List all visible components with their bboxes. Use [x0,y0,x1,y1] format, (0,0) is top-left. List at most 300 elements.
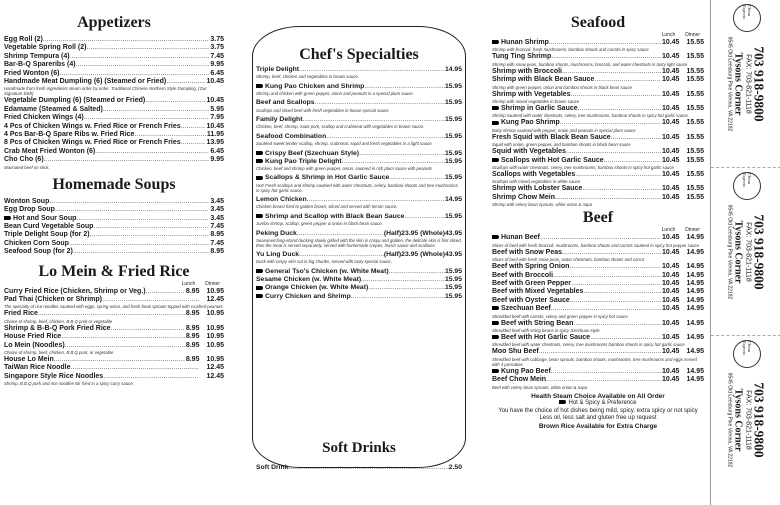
lunch-price: 10.45 [661,367,680,375]
lunch-price: 10.45 [661,333,680,341]
menu-item-name: Crab Meat Fried Wonton (6) [4,147,96,155]
menu-item-name: Tung Ting Shrimp [492,53,552,61]
hot-pepper-icon [256,286,263,290]
menu-item-name: Seafood Combination [256,132,327,140]
dot-leader [555,194,661,202]
menu-item-name: Shrimp in Garlic Sauce [492,105,578,113]
dot-leader [562,68,661,76]
dinner-price: 15.55 [686,67,704,75]
menu-item-description: Baby shrimp sauteed with pepper, onion and peanuts in special plum sauce [492,127,636,133]
menu-item [4,240,224,248]
menu-item-description: Shredded beef with carrots, celery and green pepper in spicy hot sauce. [492,313,629,319]
lunch-price: 10.45 [661,53,680,61]
menu-item-price: 3.45 [210,214,224,222]
dot-leader [288,464,448,472]
menu-item [256,66,462,74]
dot-leader [361,276,445,284]
menu-item [492,119,704,127]
dot-leader [86,44,209,52]
menu-item-price: 3.75 [210,44,224,52]
menu-item-name: House Fried Rice [4,333,62,341]
dinner-price: 15.55 [686,90,704,98]
menu-item-name: Triple Delight [256,66,300,73]
dot-leader [93,223,209,231]
dot-leader [103,106,210,114]
menu-item [256,116,462,124]
left-column [0,0,232,387]
menu-item-description: Scallops with water chestnuts, celery, tree mushrooms, bamboo shoots in spicy hot garlic sauce [492,165,674,171]
dot-leader [76,215,209,223]
menu-item [256,150,462,158]
menu-item-name: Beef with Mixed Vegetables [492,288,584,296]
hot-pepper-icon [256,159,263,163]
menu-item-description: Chicken breast fried to golden brown, sliced and served with lemon sauce. [256,204,398,210]
dot-leader [389,174,445,182]
menu-item [256,133,462,141]
menu-item-name: Sesame Chicken (w. White Meat) [256,276,362,284]
menu-item [4,206,224,214]
dot-leader [181,123,206,131]
dot-leader [326,133,445,141]
menu-item [4,106,224,114]
dot-leader [570,297,661,305]
lunch-header: Lunch [661,227,676,234]
dinner-price: 10.95 [206,355,224,363]
hot-pepper-icon [559,400,566,404]
menu-item-name: Beef with Green Pepper [492,279,571,287]
dot-leader [181,139,206,147]
menu-item-name: Edamame (Steamed & Salted) [4,105,103,113]
dot-leader [69,240,209,248]
menu-item-description: Shredded beef with cabbage, bean sprouts, bamboo shoots, mushrooms, tree mushrooms and eggs served with 4 pancakes [492,356,697,367]
menu-item-price: 15.95 [444,157,462,165]
menu-item [4,156,224,164]
menu-item [4,131,224,139]
note-health: Health Steam Choice Available on All Order [531,392,665,400]
dinner-header: Dinner [685,227,700,234]
menu-item [4,198,224,206]
menu-item-name: Scallops with Vegetables [492,171,576,179]
menu-item-name: Shrimp with Black Bean Sauce [492,76,595,84]
menu-item [4,97,224,105]
menu-item [4,78,224,86]
business-card [711,0,780,168]
menu-item-description: Shrimp with celery bean sprouts, white onion & napa [492,202,593,208]
lomein-list [4,288,224,387]
dot-leader [551,368,661,376]
menu-item-name: Orange Chicken (w. White Meat) [256,284,368,292]
menu-item-name: Shrimp and Scallop with Black Bean Sauce [256,213,404,221]
card-phone: 703 918-9800 [751,214,767,290]
menu-item [256,276,462,284]
menu-item-price: 15.95 [444,276,462,284]
menu-item-name: Szechuan Beef [492,305,551,313]
menu-item [256,158,462,166]
menu-item-name: 4 Pcs of Chicken Wings w. Fried Rice or French Fries [4,122,181,130]
menu-item-name: Squid with Vegetables [492,148,566,156]
menu-item-description: Shrimp sauteed with water chestnuts, celery, tree mushrooms, bamboo shoots in spicy hot garlic sauce [492,113,688,119]
menu-item-price: 15.95 [444,284,462,292]
menu-item-name: Family Delight [256,116,303,124]
menu-item-name: Vegetable Spring Roll (2) [4,44,87,52]
card-fax: FAX: 703-821-1118 [744,222,752,282]
menu-item-description: Handmade from fresh ingredients steam order by order. Traditional Chinese Northern Style Dumpling, (Our Signature Dish) [4,86,207,97]
lunch-price: 8.95 [185,287,200,295]
card-name: Tysons Corner [732,388,744,452]
hot-pepper-icon [492,306,499,310]
menu-item [4,325,224,333]
dinner-price: 14.95 [686,263,704,271]
business-card [711,168,780,336]
hot-pepper-icon [492,158,499,162]
menu-item [4,61,224,69]
menu-item-price: 15.95 [444,174,462,182]
lunch-price: 10.45 [661,76,680,84]
menu-item-name: Peking Duck [256,229,297,237]
dinner-price: 10.95 [206,341,224,349]
dinner-price: 12.45 [206,364,224,372]
dot-leader [560,119,661,127]
menu-item [4,215,224,223]
menu-item-description: Duck with crispy skin cut in big chunks, served with tasty special sauce. [256,259,392,265]
dot-leader [315,99,445,107]
dot-leader [166,78,205,86]
card-fax: FAX: 703-821-1118 [744,54,752,114]
menu-item [4,231,224,239]
lunch-price: 10.45 [661,90,680,98]
menu-item-description: Chicken, beef, shrimp, roast pork, scallop and crabmeat with vegetables in brown sauce. [256,124,425,130]
soft-drinks-list [256,464,462,472]
menu-item-name: 4 Pcs Bar-B-Q Spare Ribs w. Fried Rice [4,131,135,139]
seafood-col-headers [492,32,704,38]
menu-item-price: 8.95 [210,231,224,239]
menu-item-name: Beef with Oyster Sauce [492,296,570,304]
restaurant-logo-icon: China Express [733,4,761,32]
menu-item [256,99,462,107]
lunch-price: 10.45 [661,156,680,164]
menu-item-name: Hunan Beef [492,234,540,242]
dot-leader [583,288,661,296]
dot-leader [43,36,209,44]
lunch-price: 8.95 [185,341,200,349]
menu-item [256,284,462,292]
dot-leader [299,251,384,259]
dinner-price: 12.45 [206,295,224,303]
dot-leader [404,213,445,221]
dot-leader [566,148,661,156]
menu-item-price: 7.45 [210,52,224,60]
menu-item [492,185,704,193]
menu-item-description: Shrimp, B.B.Q pork and rice noodles stir fried in a spicy curry sauce. [4,381,134,387]
menu-item-name: Kung Pao Triple Delight [256,158,342,166]
restaurant-logo-icon: China Express [733,172,761,200]
dot-leader [54,356,185,364]
dot-leader [551,53,661,61]
dot-leader [44,156,210,164]
lunch-price: 10.45 [661,171,680,179]
menu-item-price: 15.95 [444,292,462,300]
menu-item-name: Wonton Soup [4,197,50,205]
menu-item [4,139,224,147]
menu-item-name: Chicken Corn Soup [4,239,69,247]
menu-item-name: Cho Cho (6) [4,156,44,164]
menu-item-price: 15.95 [444,212,462,220]
lunch-price: 10.45 [661,348,680,356]
menu-item-description: Scallops with mixed vegetables in white sauce [492,179,581,185]
menu-item-name: Kung Pao Beef [492,368,551,376]
restaurant-logo-icon: China Express [733,340,761,368]
menu-item-description: Shrimp with snow peas, bamboo shoots, mushrooms, broccoli, and water chestnuts in tasty light sauce [492,61,688,67]
dot-leader [38,310,185,318]
dinner-price: 15.55 [686,119,704,127]
dot-leader [549,39,661,47]
card-address: 8545 Old Leesburg Pike Vienna, VA 22182 [726,372,733,468]
menu-item-name: Egg Roll (2) [4,36,43,43]
dinner-price: 14.95 [686,348,704,356]
card-address: 8545 Old Leesburg Pike Vienna, VA 22182 [726,204,733,300]
dot-leader [364,83,445,91]
note-choice: You have the choice of hot dishes being mild, spicy, extra spicy or not spicy [498,407,698,414]
lunch-price: 10.45 [661,288,680,296]
menu-item [492,280,704,288]
menu-item-description: Choice of shrimp, beef, chicken, B.B.Q pork, or vegetable [4,349,114,355]
menu-item-name: Beef with Broccoli [492,271,554,279]
lunch-price: 10.45 [661,39,680,46]
dot-leader [90,231,210,239]
dinner-price: 15.55 [686,76,704,84]
dot-leader [539,348,661,356]
lunch-price: 10.45 [661,263,680,271]
menu-item-price: 7.45 [210,222,224,230]
menu-item [256,196,462,204]
menu-item-name: House Lo Mein [4,355,54,363]
menu-item-name: Kung Pao Shrimp [492,119,560,127]
lunch-price: 10.45 [661,148,680,156]
menu-item-description: Shrimp with mixed vegetables in brown sauce [492,99,580,105]
hot-pepper-icon [4,216,11,220]
lomein-title: Lo Mein & Fried Rice [38,262,190,280]
menu-item-description: Sauteed sweet tender scallop, shrimp, crabmeat, squid and fresh vegetables in a light sauce. [256,141,433,147]
menu-item [492,263,704,271]
lunch-price: 10.45 [661,271,680,279]
lunch-price: 10.45 [661,105,680,113]
dot-leader [611,134,661,142]
dinner-price: 14.95 [686,296,704,304]
hot-pepper-icon [256,84,263,88]
menu-item-name: Curry Fried Rice (Chicken, Shrimp or Veg.) [4,287,146,295]
hot-pepper-icon [492,121,499,125]
menu-item [492,39,704,47]
hot-pepper-icon [492,369,499,373]
menu-item [492,376,704,384]
dinner-price: 15.55 [686,133,704,141]
dinner-price: 15.55 [686,193,704,201]
dot-leader [594,76,661,84]
menu-item [492,76,704,84]
dot-leader [351,293,445,301]
dot-leader [573,320,661,328]
beef-title: Beef [582,209,614,227]
menu-item [492,105,704,113]
menu-item-description: The specialty of rice noodles sauteed with eggs, spring onion, and fresh bean sprouts topped with crushed peanuts. [4,304,224,310]
menu-item-name: Shrimp Chow Mein [492,193,555,201]
menu-item [492,234,704,242]
menu-item-price: 3.45 [210,206,224,214]
menu-item-name: Beef and Scallops [256,99,315,107]
menu-item [492,320,704,328]
hot-pepper-icon [492,321,499,325]
menu-item [4,123,224,131]
menu-item-name: Handmade Meat Dumpling (6) (Steamed or Fried) [4,78,167,86]
menu-item-description: Squid with onion, green pepper, and bamboo shoots in black bean sauce [492,142,631,148]
lunch-price: 10.45 [661,133,680,141]
menu-item-description: Beef with celery bean sprouts, white onion & napa [492,384,588,390]
dot-leader [70,53,210,61]
dot-leader [571,91,661,99]
menu-item [4,288,224,296]
menu-item-name: Shrimp Tempura (4) [4,52,70,60]
menu-item-description: Shrimp, beef, chicken and vegetables in brown sauce. [256,74,359,80]
menu-item-price: 11.95 [206,131,224,139]
menu-item-name: Shrimp with Lobster Sauce [492,185,583,193]
menu-item-name: Lemon Chicken [256,196,307,204]
soups-title: Homemade Soups [52,175,176,193]
dot-leader [590,334,661,342]
dot-leader [145,97,205,105]
menu-item-name: Curry Chicken and Shrimp [256,293,351,301]
dinner-price: 14.95 [686,288,704,296]
hot-pepper-icon [256,176,263,180]
menu-item-price: 9.95 [210,61,224,69]
dot-leader [84,114,210,122]
menu-item [492,53,704,61]
dot-leader [297,230,384,238]
dinner-price: 10.95 [206,333,224,341]
menu-item [492,305,704,313]
menu-item [492,68,704,76]
menu-item-name: Soft Drink [256,464,289,471]
menu-item [492,272,704,280]
lunch-price: 10.45 [661,185,680,193]
seafood-list [492,39,704,207]
dot-leader [61,333,185,341]
menu-item [492,171,704,179]
menu-item-name: Hunan Shrimp [492,39,549,47]
dot-leader [59,70,209,78]
hot-pepper-icon [256,151,263,155]
menu-item-name: Bar-B-Q Spareribs (4) [4,61,76,69]
dinner-price: 15.55 [686,171,704,179]
dot-leader [134,131,205,139]
menu-item [492,148,704,156]
menu-item [492,134,704,142]
chef-specialties-list [256,66,462,301]
dot-leader [553,272,661,280]
dot-leader [103,373,199,381]
beef-col-headers [492,227,704,233]
soups-list [4,198,224,257]
dinner-header: Dinner [685,32,700,38]
dot-leader [569,263,661,271]
menu-item-name: Shrimp with Broccoli [492,67,563,75]
dot-leader [55,206,209,214]
menu-item-name: Yu Ling Duck [256,251,300,259]
dot-leader [582,185,661,193]
card-address: 8545 Old Leesburg Pike Vienna, VA 22182 [726,36,733,132]
menu-item [4,296,224,304]
dot-leader [540,234,661,242]
business-card [711,336,780,504]
menu-item [256,268,462,276]
menu-item-price: 13.95 [206,139,224,147]
menu-item [492,297,704,305]
card-phone: 703 918-9800 [751,46,767,122]
menu-item [256,230,462,238]
menu-item-description: Shredded beef with water chestnuts, celery, tree mushrooms bamboo shoots in spicy hot garlic sauce [492,342,685,348]
business-cards [710,0,780,505]
dot-leader [307,196,445,204]
menu-item-name: Kung Pao Chicken and Shrimp [256,83,364,91]
menu-item-description: Hot! Fresh scallops and shrimp sauteed with water chestnuts, celery, bamboo shoots and tree mushrooms in spicy hot garlic sauce. [256,182,458,193]
menu-item-price: 3.75 [210,36,224,43]
right-column [492,0,704,430]
menu-item [492,91,704,99]
menu-item-name: Hot and Sour Soup [4,215,76,223]
menu-item [4,333,224,341]
menu-item [4,356,224,364]
menu-item-name: TaiWan Rice Noodle [4,364,71,372]
menu-item-price: 6.45 [210,69,224,77]
hot-pepper-icon [492,335,499,339]
menu-item-name: Moo Shu Beef [492,348,539,356]
menu-item-price: 7.45 [210,239,224,247]
menu-item [256,464,462,472]
menu-item-price: 2.50 [448,464,462,471]
dot-leader [571,280,661,288]
menu-item-name: Beef Chow Mein [492,376,547,384]
chef-specialties-title: Chef's Specialties [299,46,419,63]
menu-item [492,288,704,296]
menu-item [492,157,704,165]
menu-item [4,223,224,231]
hot-pepper-icon [256,294,263,298]
dot-leader [604,157,661,165]
dot-leader [65,342,185,350]
dinner-header: Dinner [205,280,220,287]
dinner-price: 15.55 [686,185,704,193]
menu-item-name: Beef with String Bean [492,320,573,328]
dot-leader [49,198,209,206]
menu-item-price: 15.95 [444,82,462,90]
menu-item [4,248,224,256]
menu-item-name: Egg Drop Soup [4,206,55,214]
menu-item-name: 8 Pcs of Chicken Wings w. Fried Rice or French Fries [4,139,181,147]
menu-item-name: Seafood Soup (for 2) [4,248,73,256]
dot-leader [146,288,185,296]
menu-item-name: Pad Thai (Chicken or Shrimp) [4,295,103,303]
note-oil: Less oil, less salt and gluten free up request [539,415,657,422]
menu-item [4,310,224,318]
menu-item-description: Jumbo shrimp, scallop, green pepper & onion in black bean sauce. [256,221,383,227]
lunch-price: 10.45 [661,67,680,75]
dot-leader [111,325,185,333]
lunch-price: 8.95 [185,355,200,363]
dinner-price: 14.95 [686,279,704,287]
menu-item-name: Beef with Snow Peas [492,248,563,256]
menu-item-description: Shrimp with broccoli, fresh mushrooms, bamboo shoots and carrots in spicy sauce [492,47,649,53]
beef-list [492,234,704,389]
dinner-price: 14.95 [686,248,704,256]
